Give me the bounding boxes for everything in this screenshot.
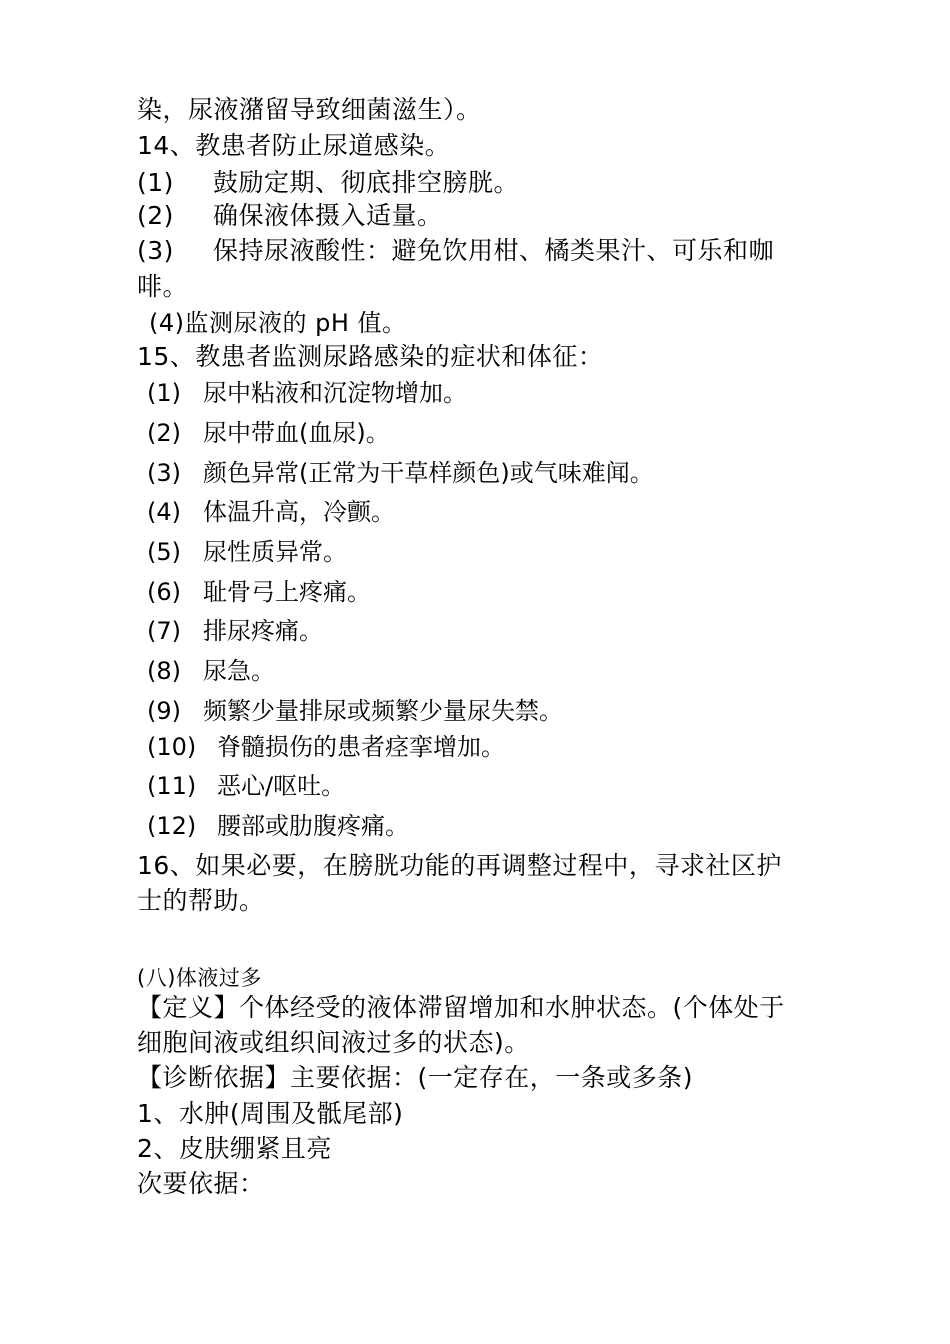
symptom-number: (9) <box>147 697 181 725</box>
list-text: 确保液体摄入适量。 <box>213 201 443 230</box>
symptom-text: 排尿疼痛。 <box>203 617 323 645</box>
symptom-text: 脊髓损伤的患者痉挛增加。 <box>217 733 505 761</box>
symptom-number: (5) <box>147 538 181 566</box>
symptom-number: (12) <box>147 812 197 840</box>
item-16-line: 16、如果必要，在膀胱功能的再调整过程中，寻求社区护 <box>137 851 782 880</box>
list-number: (3) <box>137 236 174 265</box>
symptom-text: 体温升高，冷颤。 <box>203 498 395 526</box>
symptom-text: 耻骨弓上疼痛。 <box>203 578 371 606</box>
list-item <box>137 201 443 231</box>
symptom-text: 尿中粘液和沉淀物增加。 <box>203 379 467 407</box>
text-line: 啡。 <box>137 272 189 301</box>
symptom-item <box>147 378 467 408</box>
symptom-item <box>147 656 275 686</box>
text-line: 染，尿液潴留导致细菌滋生）。 <box>137 95 482 124</box>
symptom-number: (1) <box>147 379 181 407</box>
symptom-number: (11) <box>147 772 197 800</box>
diagnosis-heading: 【诊断依据】主要依据：(一定存在，一条或多条) <box>137 1063 694 1092</box>
criterion-item: 2、皮肤绷紧且亮 <box>137 1134 332 1163</box>
symptom-text: 尿性质异常。 <box>203 538 347 566</box>
symptom-item <box>147 732 505 762</box>
symptom-item <box>147 577 371 607</box>
symptom-item <box>147 497 395 527</box>
list-item <box>137 168 519 198</box>
symptom-text: 腰部或肋腹疼痛。 <box>217 812 409 840</box>
definition-line: 【定义】个体经受的液体滞留增加和水肿状态。(个体处于 <box>137 993 785 1022</box>
symptom-number: (3) <box>147 459 181 487</box>
symptom-number: (8) <box>147 657 181 685</box>
list-text: 保持尿液酸性：避免饮用柑、橘类果汁、可乐和咖 <box>213 236 775 265</box>
symptom-text: 尿中带血(血尿)。 <box>203 419 390 447</box>
list-number: (1) <box>137 168 174 197</box>
symptom-number: (2) <box>147 419 181 447</box>
symptom-item <box>147 616 323 646</box>
symptom-number: (6) <box>147 578 181 606</box>
list-number: (2) <box>137 201 174 230</box>
symptom-item <box>147 537 347 567</box>
symptom-item <box>147 418 390 448</box>
minor-criteria-heading: 次要依据： <box>137 1169 265 1198</box>
list-text: 鼓励定期、彻底排空膀胱。 <box>213 168 520 197</box>
symptom-number: (4) <box>147 498 181 526</box>
item-14-heading: 14、教患者防止尿道感染。 <box>137 131 451 160</box>
symptom-number: (7) <box>147 617 181 645</box>
definition-line: 细胞间液或组织间液过多的状态)。 <box>137 1028 530 1057</box>
list-item <box>137 236 774 266</box>
list-item: (4)监测尿液的 pH 值。 <box>149 309 407 337</box>
item-15-heading: 15、教患者监测尿路感染的症状和体征： <box>137 342 604 371</box>
symptom-item <box>147 458 654 488</box>
item-16-line: 士的帮助。 <box>137 886 265 915</box>
symptom-text: 恶心/呕吐。 <box>217 772 346 800</box>
symptom-number: (10) <box>147 733 197 761</box>
criterion-item: 1、水肿(周围及骶尾部) <box>137 1099 404 1128</box>
symptom-text: 频繁少量排尿或频繁少量尿失禁。 <box>203 697 563 725</box>
symptom-item <box>147 696 563 726</box>
symptom-item <box>147 811 409 841</box>
symptom-item <box>147 771 345 801</box>
symptom-text: 颜色异常(正常为干草样颜色)或气味难闻。 <box>203 459 654 487</box>
symptom-text: 尿急。 <box>203 657 275 685</box>
section-title: (八)体液过多 <box>137 966 262 990</box>
